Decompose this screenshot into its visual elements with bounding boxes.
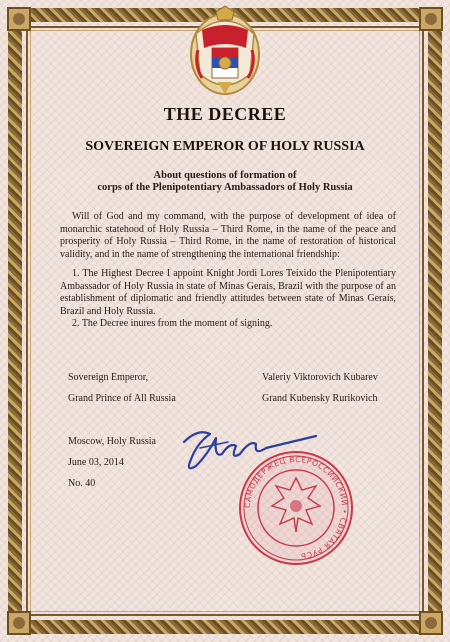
signatory-dynastic-title: Grand Kubensky Rurikovich [262, 393, 378, 404]
decree-number: No. 40 [68, 478, 96, 489]
corner-ornament-icon [418, 610, 444, 636]
signatory-title-line-2: Grand Prince of All Russia [68, 393, 176, 404]
decree-preamble: Will of God and my command, with the purpose of development of idea of monarchic statehood of Holy Russia – Third Rome, in the name of the peace and prosperity of Holy Russia – Third Rome, in the name of restoration of historical validity, and in the name of strengthening the international friendship: [60, 211, 396, 260]
decree-date: June 03, 2014 [68, 457, 124, 468]
coat-of-arms-icon [188, 4, 262, 100]
signatory-title-line-1: Sovereign Emperor, [68, 372, 149, 383]
corner-ornament-icon [6, 610, 32, 636]
corner-ornament-icon [418, 6, 444, 32]
official-seal-icon [236, 448, 356, 568]
decree-subtitle: SOVEREIGN EMPEROR OF HOLY RUSSIA [85, 139, 365, 154]
seal-ring-text: САМОДЕРЖЕЦ ВСЕРОССИЙСКИЙ • СВЯТАЯ РУСЬ [242, 454, 350, 561]
decree-point-1: 1. The Highest Decree I appoint Knight Jordi Lores Teixido the Plenipotentiary Ambassador of Holy Russia in state of Minas Gerais, Brazil with the purpose of an establishment of diplomatic and friendly attitudes between state of Minas Gerais, Brazil and Holy Russia. [60, 268, 396, 317]
place-of-signing: Moscow, Holy Russia [68, 436, 156, 447]
corner-ornament-icon [6, 6, 32, 32]
decree-subject [0, 170, 450, 194]
decree-title: THE DECREE [163, 104, 287, 124]
decree-point-2: 2. The Decree inures from the moment of signing. [72, 318, 273, 329]
decree-subject-line-2: corps of the Plenipotentiary Ambassadors of Holy Russia [97, 182, 353, 193]
decree-subject-line-1: About questions of formation of [153, 170, 297, 181]
signatory-name: Valeriy Viktorovich Kubarev [262, 372, 378, 383]
